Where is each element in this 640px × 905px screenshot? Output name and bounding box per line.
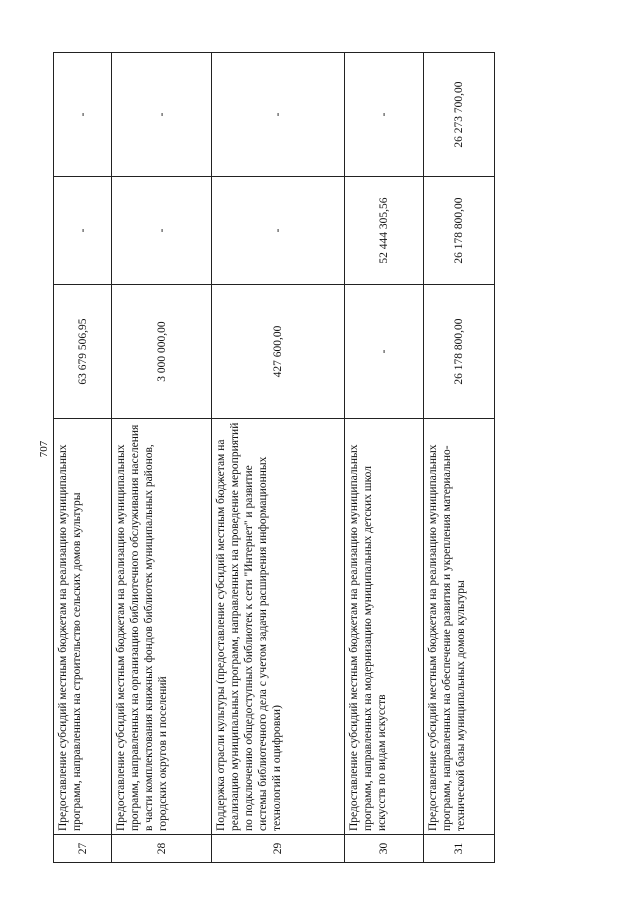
- amount-cell: 427 600,00: [212, 285, 345, 419]
- row-description: Поддержка отрасли культуры (предоставление субсидий местным бюджетам на реализацию муниципальных программ, направленных на проведение мероприятий по подключению общедоступных библиотек к сети "Интернет" и развитие системы библиотечного дела с учетом задачи расширения информационных технологий и оцифровки): [212, 419, 345, 835]
- amount-cell: -: [112, 177, 212, 285]
- amount-cell: -: [54, 53, 112, 177]
- row-description: Предоставление субсидий местным бюджетам на реализацию муниципальных программ, направленных на обеспечение развития и укрепления материально-технической базы муниципальных домов культуры: [424, 419, 495, 835]
- amount-cell: 63 679 506,95: [54, 285, 112, 419]
- table-row: [54, 53, 112, 863]
- page-number: 707: [38, 440, 50, 458]
- row-number: 31: [424, 835, 495, 863]
- amount-cell: -: [112, 53, 212, 177]
- table-row: [424, 53, 495, 863]
- amount-cell: 52 444 305,56: [345, 177, 424, 285]
- amount-cell: -: [212, 177, 345, 285]
- amount-cell: -: [345, 53, 424, 177]
- row-description: Предоставление субсидий местным бюджетам на реализацию муниципальных программ, направленных на модернизацию муниципальных детских школ искусств по видам искусств: [345, 419, 424, 835]
- amount-cell: 26 273 700,00: [424, 53, 495, 177]
- table-row: [112, 53, 212, 863]
- row-description: Предоставление субсидий местным бюджетам на реализацию муниципальных программ, направленных на организацию библиотечного обслуживания населения в части комплектования книжных фондов библиотек муниципальных районов, городских округов и поселений: [112, 419, 212, 835]
- amount-cell: -: [345, 285, 424, 419]
- amount-cell: 26 178 800,00: [424, 285, 495, 419]
- amount-cell: 26 178 800,00: [424, 177, 495, 285]
- row-number: 29: [212, 835, 345, 863]
- amount-cell: 3 000 000,00: [112, 285, 212, 419]
- table-row: [345, 53, 424, 863]
- amount-cell: -: [212, 53, 345, 177]
- table-row: [212, 53, 345, 863]
- amount-cell: -: [54, 177, 112, 285]
- row-number: 28: [112, 835, 212, 863]
- subsidy-table: [53, 52, 495, 863]
- row-description: Предоставление субсидий местным бюджетам на реализацию муниципальных программ, направленных на строительство сельских домов культуры: [54, 419, 112, 835]
- row-number: 30: [345, 835, 424, 863]
- row-number: 27: [54, 835, 112, 863]
